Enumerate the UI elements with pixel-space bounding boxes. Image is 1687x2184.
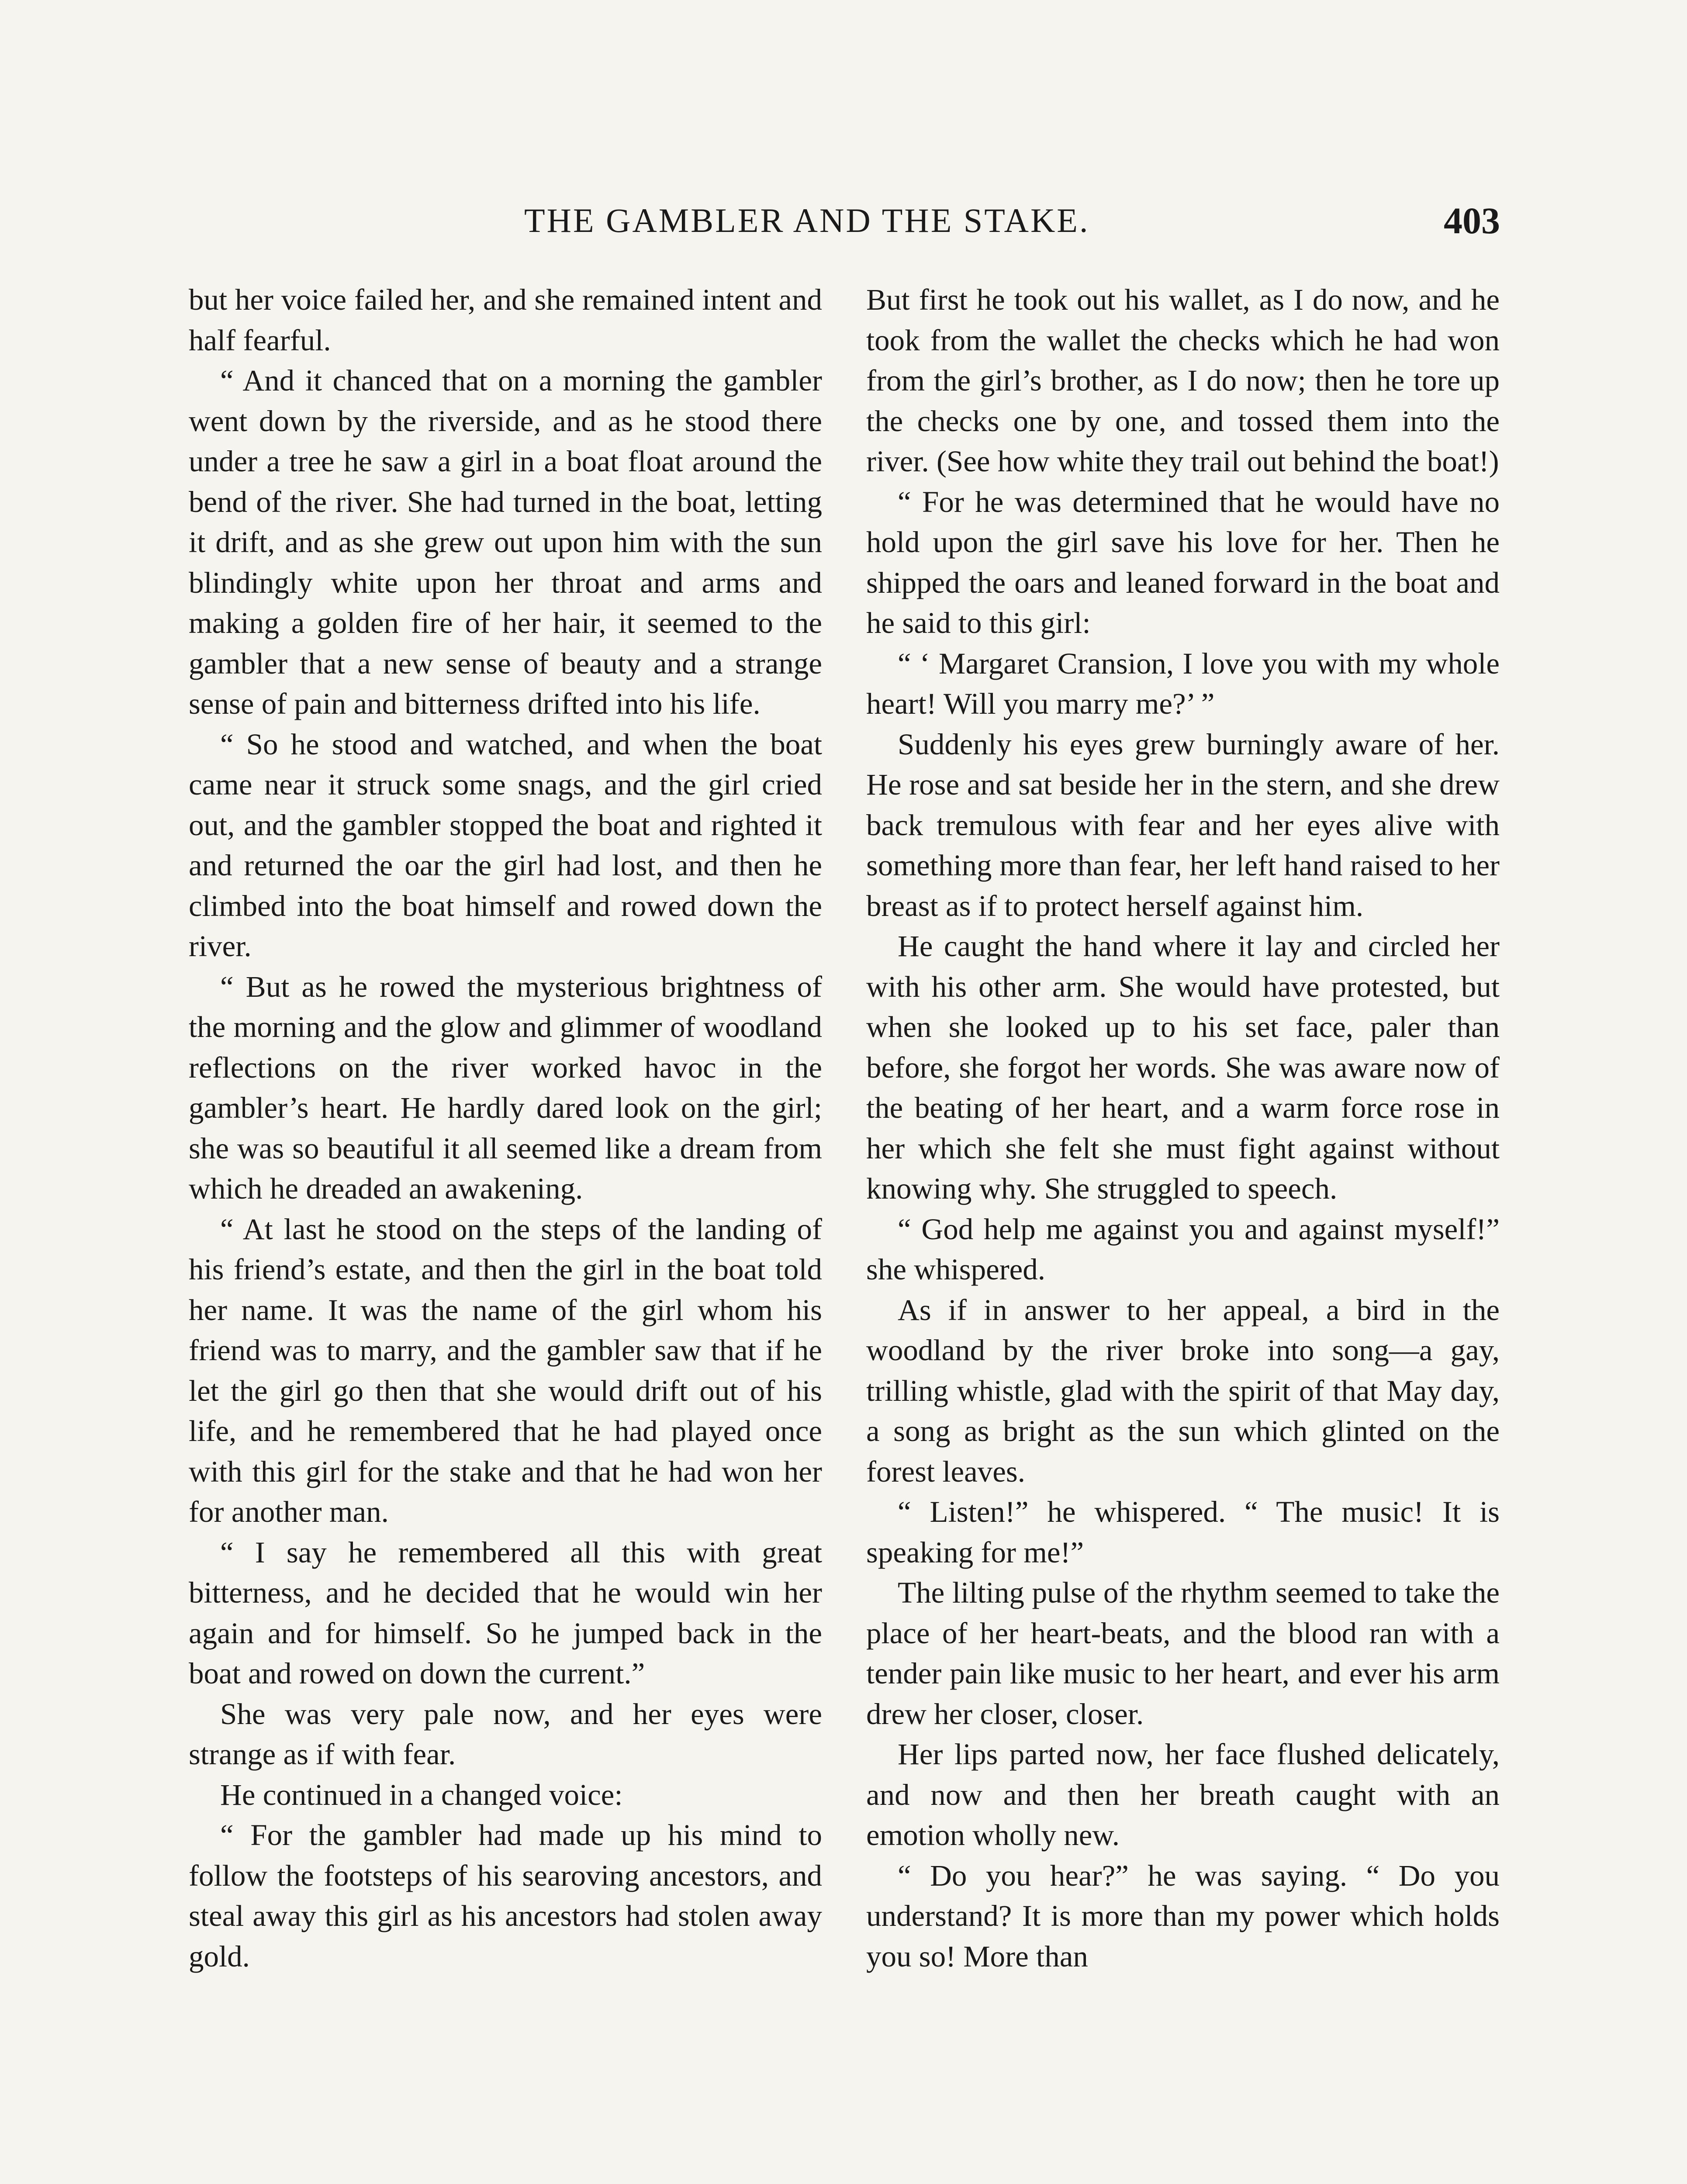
paragraph: “ But as he rowed the mysterious brightness of the morning and the glow and glimmer of woodland reflections on the river worked havoc in the gambler’s heart. He hardly dared look on the girl; she was so beautiful it all seemed like a dream from which he dreaded an awakening. — [189, 970, 822, 1205]
paragraph: “ Listen!” he whispered. “ The music! It is speaking for me!” — [866, 1495, 1500, 1569]
page-number: 403 — [1444, 200, 1500, 242]
paragraph: “ And it chanced that on a morning the gambler went down by the riverside, and as he stood there under a tree he saw a girl in a boat float around the bend of the river. She had turned in the boat, letting it drift, and as she grew out upon him with the sun blindingly white upon her throat and arms and making a golden fire of her hair, it seemed to the gambler that a new sense of beauty and a strange sense of pain and bitterness drifted into his life. — [189, 364, 822, 720]
left-column — [189, 280, 822, 1977]
paragraph: “ For he was determined that he would have no hold upon the girl save his love for her. Then he shipped the oars and leaned forward in the boat and he said to this girl: — [866, 485, 1500, 639]
paragraph: The lilting pulse of the rhythm seemed to take the place of her heart-beats, and the blood ran with a tender pain like music to her heart, and ever his arm drew her closer, closer. — [866, 1576, 1500, 1731]
running-head — [0, 199, 1687, 251]
paragraph: “ God help me against you and against myself!” she whispered. — [866, 1212, 1500, 1286]
paragraph: As if in answer to her appeal, a bird in the woodland by the river broke into song—a gay, trilling whistle, glad with the spirit of that May day, a song as bright as the sun which glinted on the forest leaves. — [866, 1293, 1500, 1488]
paragraph: “ At last he stood on the steps of the landing of his friend’s estate, and then the girl in the boat told her name. It was the name of the girl whom his friend was to marry, and the gambler saw that if he let the girl go then that she would drift out of his life, and he remembered that he had played once with this girl for the stake and that he had won her for another man. — [189, 1212, 822, 1528]
paragraph: “ ‘ Margaret Cransion, I love you with my whole heart! Will you marry me?’ ” — [866, 646, 1500, 720]
paragraph: but her voice failed her, and she remained intent and half fearful. — [189, 283, 822, 357]
paragraph: “ I say he remembered all this with great bitterness, and he decided that he would win her again and for himself. So he jumped back in the boat and rowed on down the current.” — [189, 1535, 822, 1690]
paragraph: But first he took out his wallet, as I do now, and he took from the wallet the checks which he had won from the girl’s brother, as I do now; then he tore up the checks one by one, and tossed them into the river. (See how white they trail out behind the boat!) — [866, 283, 1500, 478]
paragraph: She was very pale now, and her eyes were strange as if with fear. — [189, 1697, 822, 1771]
paragraph: He caught the hand where it lay and circled her with his other arm. She would have protested, but when she looked up to his set face, paler than before, she forgot her words. She was aware now of the beating of her heart, and a warm force rose in her which she felt she must fight against without knowing why. She struggled to speech. — [866, 930, 1500, 1205]
paragraph: “ Do you hear?” he was saying. “ Do you understand? It is more than my power which holds you so! More than — [866, 1859, 1500, 1973]
paragraph: He continued in a changed voice: — [220, 1778, 623, 1811]
right-column — [866, 280, 1500, 1977]
paragraph: “ So he stood and watched, and when the boat came near it struck some snags, and the girl cried out, and the gambler stopped the boat and righted it and returned the oar the girl had lost, and then he climbed into the boat himself and rowed down the river. — [189, 727, 822, 963]
paragraph: Suddenly his eyes grew burningly aware of her. He rose and sat beside her in the stern, and she drew back tremulous with fear and her eyes alive with something more than fear, her left hand raised to her breast as if to protect herself against him. — [866, 727, 1500, 923]
running-title: THE GAMBLER AND THE STAKE. — [524, 201, 1090, 239]
paragraph: “ For the gambler had made up his mind to follow the footsteps of his searoving ancestors, and steal away this girl as his ancestors had stolen away gold. — [189, 1818, 822, 1973]
paragraph: Her lips parted now, her face flushed delicately, and now and then her breath caught with an emotion wholly new. — [866, 1738, 1500, 1852]
